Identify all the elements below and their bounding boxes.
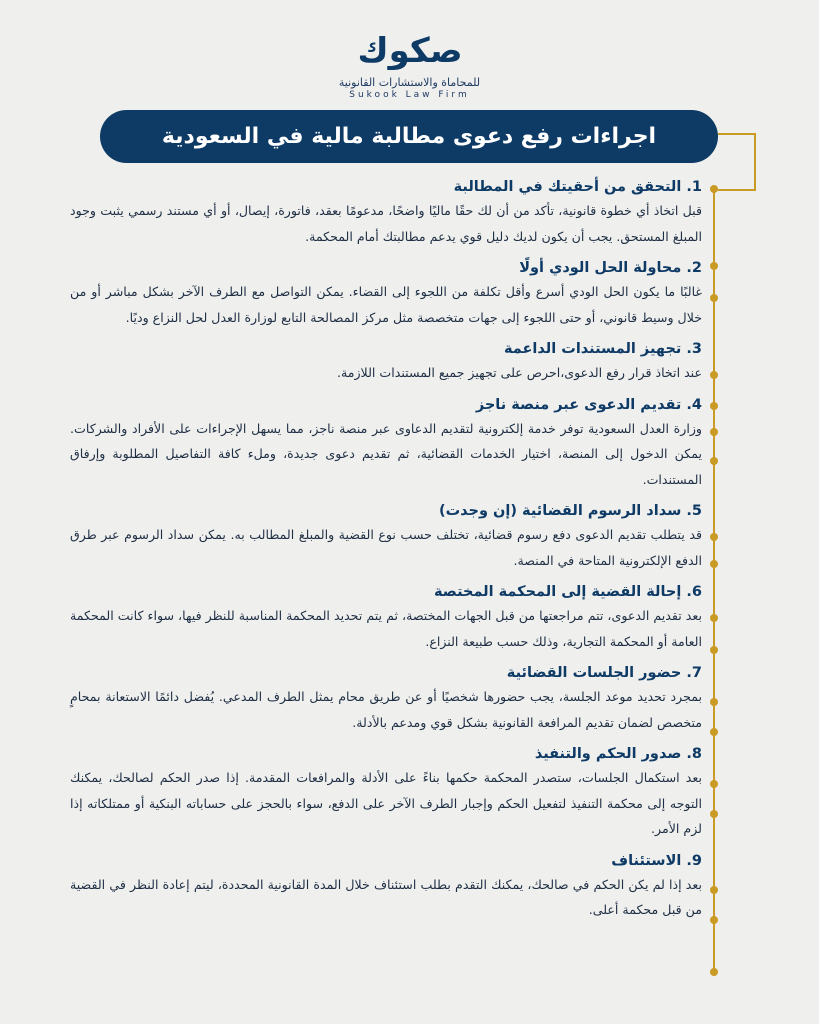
title-connector (718, 133, 756, 191)
step-body: بمجرد تحديد موعد الجلسة، يجب حضورها شخصيًا أو عن طريق محام يمثل الطرف المدعي. يُفضل دائمًا الاستعانة بمحامٍ متخصص لضمان تقديم المرافعة القانونية بشكل قوي ومدعم بالأدلة. (70, 689, 702, 730)
timeline-dot (710, 457, 718, 465)
timeline-dot (710, 185, 718, 193)
page-title: اجراءات رفع دعوى مطالبة مالية في السعودية (100, 110, 718, 163)
timeline-dot (710, 614, 718, 622)
timeline-line (713, 186, 715, 974)
step-item (70, 500, 702, 573)
timeline-dot (710, 698, 718, 706)
step-title: 3. تجهيز المستندات الداعمة (504, 341, 702, 357)
timeline-dot (710, 560, 718, 568)
step-body: عند اتخاذ قرار رفع الدعوى،احرص على تجهيز جميع المستندات اللازمة. (336, 365, 702, 380)
step-title: 7. حضور الجلسات القضائية (506, 665, 702, 681)
timeline-dot (710, 916, 718, 924)
step-body: غالبًا ما يكون الحل الودي أسرع وأقل تكلفة من اللجوء إلى القضاء. يمكن التواصل مع الطرف الآخر بشكل مباشر أو من خلال وسيط قانوني، أو حتى اللجوء إلى جهات متخصصة مثل مركز المصالحة التابع لوزارة العدل لحل النزاع وديًا. (70, 284, 702, 325)
step-title: 2. محاولة الحل الودي أولًا (519, 260, 702, 276)
logo-wordmark: صكوك (356, 31, 463, 70)
logo-mark-icon (330, 30, 490, 70)
step-title: 1. التحقق من أحقيتك في المطالبة (453, 179, 702, 195)
timeline-dot (710, 646, 718, 654)
step-title: 6. إحالة القضية إلى المحكمة المختصة (434, 584, 702, 600)
logo-english-name: Sukook Law Firm (349, 90, 470, 100)
timeline-dot (710, 533, 718, 541)
step-item (70, 257, 702, 330)
step-item (70, 176, 702, 249)
steps-list (70, 176, 702, 931)
timeline-dot (710, 886, 718, 894)
step-body: بعد إذا لم يكن الحكم في صالحك، يمكنك التقدم بطلب استئناف خلال المدة القانونية المحددة، ليتم إعادة النظر في القضية من قبل محكمة أعلى. (70, 876, 702, 917)
step-title: 8. صدور الحكم والتنفيذ (534, 746, 702, 762)
timeline-dot (710, 402, 718, 410)
step-title: 9. الاستئناف (611, 852, 702, 869)
timeline-dot (710, 810, 718, 818)
step-item (70, 662, 702, 735)
step-title: 4. تقديم الدعوى عبر منصة ناجز (475, 396, 702, 413)
logo-arabic-subtitle: للمحاماة والاستشارات القانونية (338, 76, 481, 89)
timeline-dot (710, 780, 718, 788)
timeline-dot (710, 428, 718, 436)
logo (0, 30, 819, 100)
step-item (70, 850, 702, 923)
step-body: بعد استكمال الجلسات، ستصدر المحكمة حكمها بناءً على الأدلة والمرافعات المقدمة. إذا صدر الحكم لصالحك، يمكنك التوجه إلى محكمة التنفيذ لتفعيل الحكم وإجبار الطرف الآخر على الدفع، سواء بالحجز على حساباته البنكية أو ممتلكاته إذا لزم الأمر. (70, 770, 702, 836)
step-body: بعد تقديم الدعوى، تتم مراجعتها من قبل الجهات المختصة، ثم يتم تحديد المحكمة المناسبة للنظر فيها، سواء كانت المحكمة العامة أو المحكمة التجارية، وذلك حسب طبيعة النزاع. (70, 608, 702, 649)
step-title: 5. سداد الرسوم القضائية (إن وجدت) (438, 503, 702, 519)
step-item (70, 338, 702, 386)
step-body: وزارة العدل السعودية توفر خدمة إلكترونية لتقديم الدعاوى عبر منصة ناجز، مما يسهل الإجراءات على الأفراد والشركات. يمكن الدخول إلى المنصة، اختيار الخدمات القضائية، ثم تقديم دعوى جديدة، وملء كافة التفاصيل المطلوبة وإرفاق المستندات. (70, 420, 702, 487)
step-item (70, 743, 702, 842)
step-item (70, 581, 702, 654)
timeline-dot (710, 371, 718, 379)
timeline-dot (710, 262, 718, 270)
timeline-dot (710, 294, 718, 302)
step-body: قبل اتخاذ أي خطوة قانونية، تأكد من أن لك حقًا ماليًا واضحًا، مدعومًا بعقد، فاتورة، إيصال، أو أي مستند رسمي يثبت وجود المبلغ المستحق. يجب أن يكون لديك دليل قوي يدعم مطالبتك أمام المحكمة. (70, 203, 702, 244)
timeline-dot (710, 728, 718, 736)
step-item (70, 394, 702, 493)
step-body: قد يتطلب تقديم الدعوى دفع رسوم قضائية، تختلف حسب نوع القضية والمبلغ المطالب به. يمكن سداد الرسوم عبر طرق الدفع الإلكترونية المتاحة في المنصة. (70, 527, 702, 568)
timeline-dot (710, 968, 718, 976)
